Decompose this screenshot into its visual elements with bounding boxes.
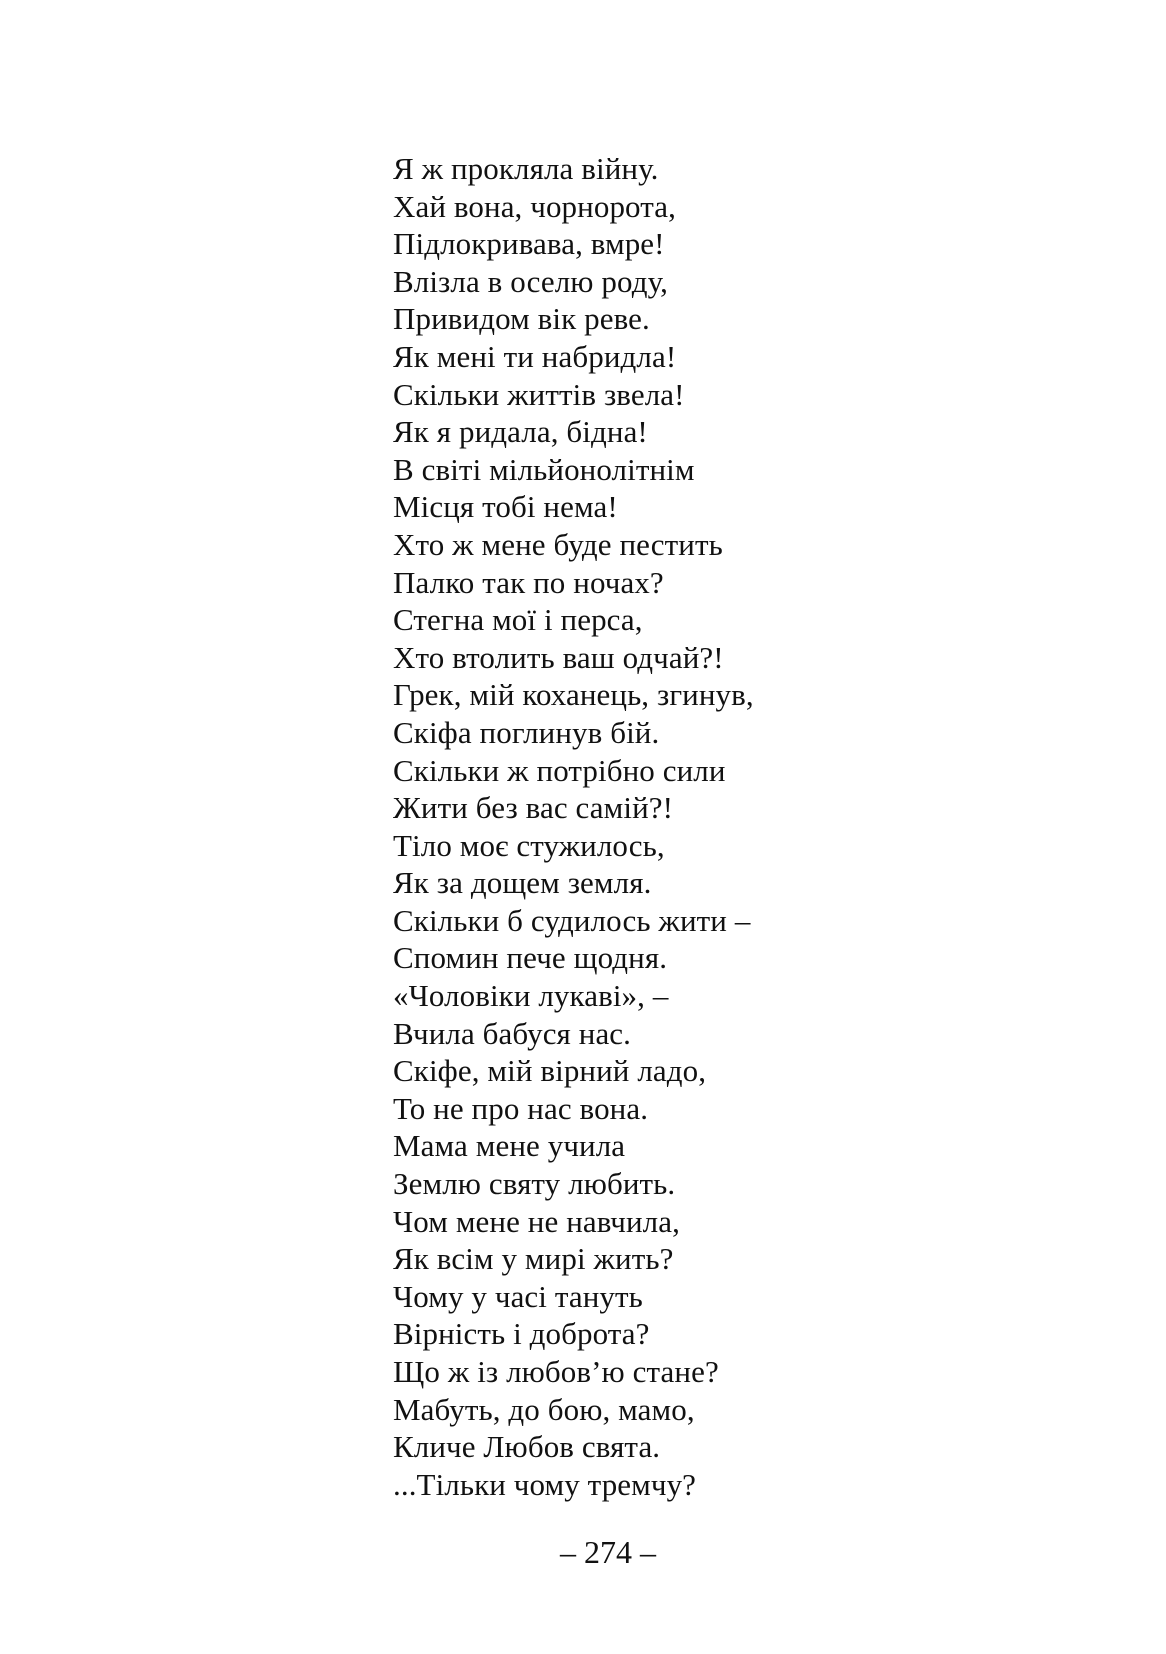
poem-line: Як мені ти набридла! [393, 338, 677, 374]
poem-line: Грек, мій коханець, згинув, [393, 677, 754, 713]
poem-line: Як за дощем земля. [393, 865, 652, 901]
poem-line: В світі мільйонолітнім [393, 451, 695, 487]
poem-line: Чом мене не навчила, [393, 1203, 680, 1239]
poem-line: Привидом вік реве. [393, 301, 650, 337]
poem-line: Вчила бабуся нас. [393, 1015, 632, 1051]
poem-line: Як всім у мирі жить? [393, 1241, 674, 1277]
poem-line: Скіфа поглинув бій. [393, 714, 660, 750]
poem-line: Вірність і доброта? [393, 1316, 650, 1352]
poem-line: Мама мене учила [393, 1128, 626, 1164]
poem-line: ...Тільки чому тремчу? [393, 1466, 697, 1502]
poem-line: Скіфе, мій вірний ладо, [393, 1053, 707, 1089]
poem-line: «Чоловіки лукаві», – [393, 978, 669, 1014]
poem-line: Стегна мої і перса, [393, 602, 643, 638]
poem-line: Як я ридала, бідна! [393, 414, 648, 450]
poem-body [393, 150, 1093, 1503]
page-number: – 274 – [560, 1534, 656, 1570]
poem-line: Скільки життів звела! [393, 376, 685, 412]
poem-line: Кличе Любов свята. [393, 1429, 661, 1465]
poem-line: Хто ж мене буде пестить [393, 526, 723, 562]
poem-line: Я ж прокляла війну. [393, 151, 659, 186]
poem-line: Влізла в оселю роду, [393, 263, 668, 299]
poem-line: Скільки б судилось жити – [393, 902, 751, 938]
poem-line: Підлокривава, вмре! [393, 226, 665, 262]
poem-line: Хай вона, чорнорота, [393, 188, 676, 224]
poem-line: Палко так по ночах? [393, 564, 664, 600]
poem-line: То не про нас вона. [393, 1090, 649, 1126]
poem-line: Спомин пече щодня. [393, 940, 668, 976]
poem-line: Місця тобі нема! [393, 489, 618, 525]
poem-line: Що ж із любов’ю стане? [393, 1354, 719, 1389]
poem-line: Хто втолить ваш одчай?! [393, 639, 724, 675]
poem-line: Мабуть, до бою, мамо, [393, 1391, 695, 1427]
poem-line: Землю святу любить. [393, 1166, 676, 1202]
poem-line: Тіло моє стужилось, [393, 827, 665, 863]
poem-line: Чому у часі тануть [393, 1278, 643, 1314]
poem-line: Скільки ж потрібно сили [393, 752, 726, 788]
poem-line: Жити без вас самій?! [393, 790, 674, 826]
